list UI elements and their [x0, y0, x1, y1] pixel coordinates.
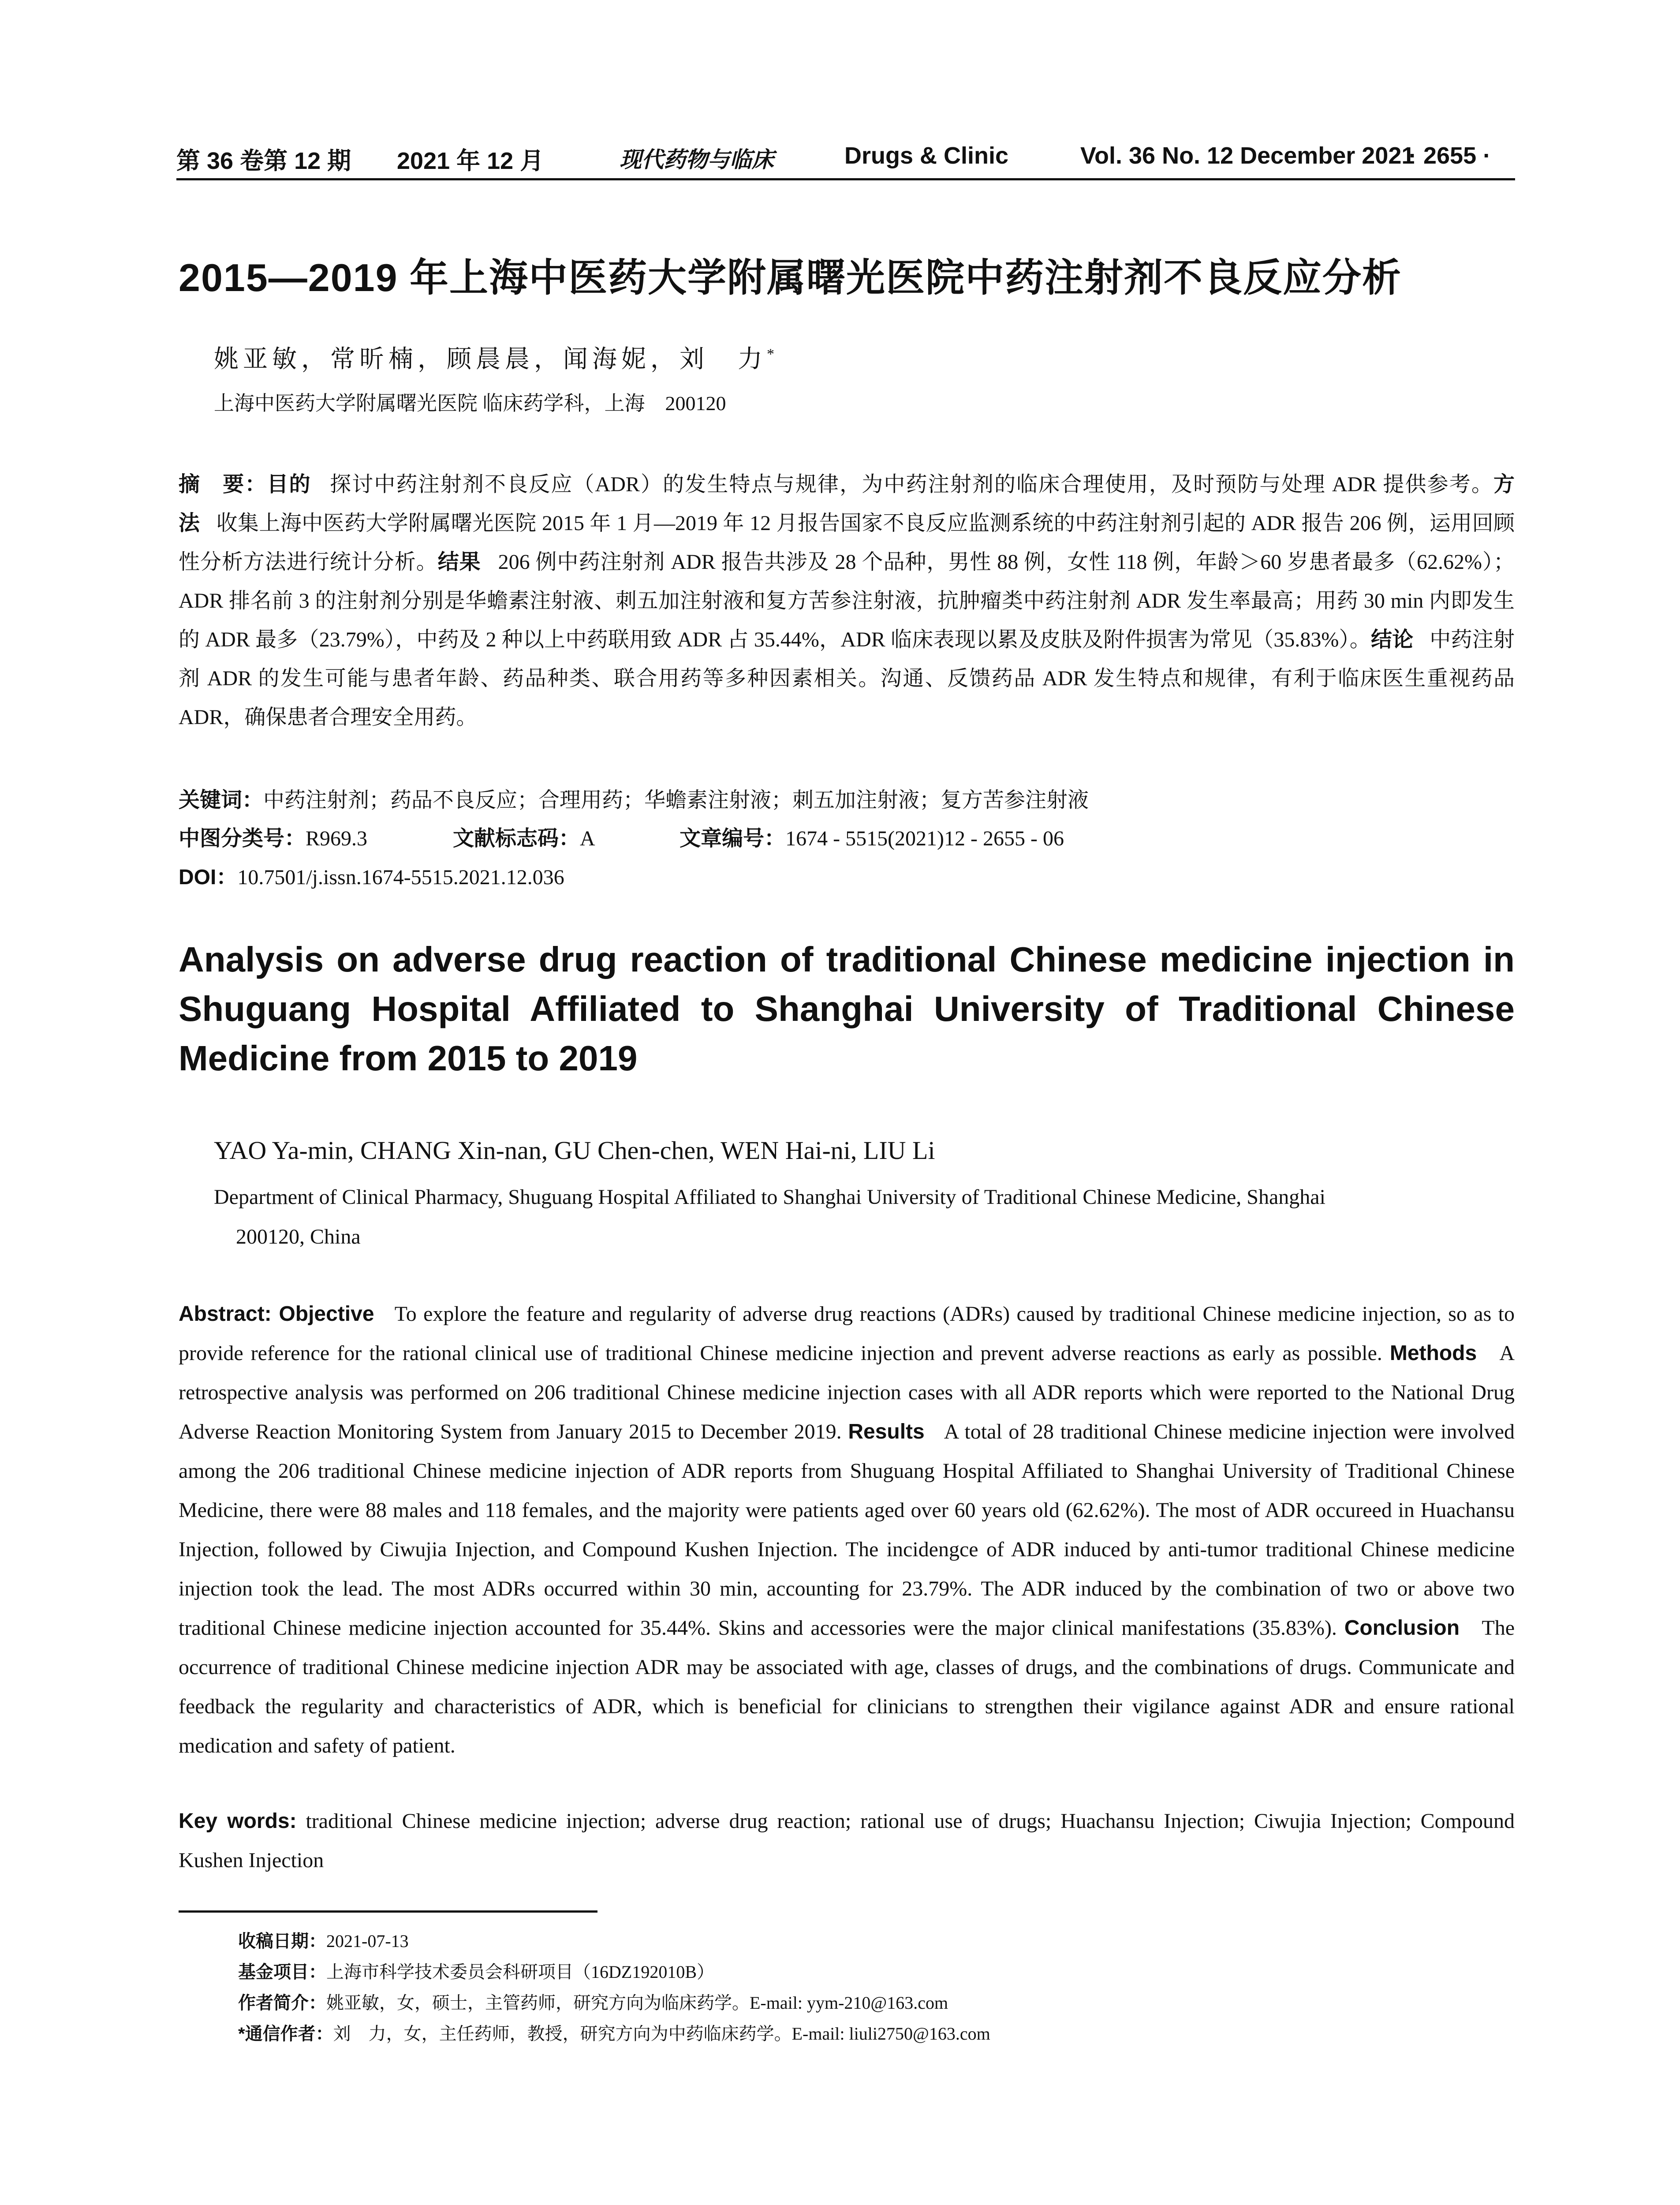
fund-label: 基金项目： [238, 1962, 326, 1982]
authors-cn-names: 姚亚敏，常昕楠，顾晨晨，闻海妮，刘 力 [214, 346, 767, 373]
objective-cn-label: 目的 [267, 473, 311, 496]
running-header [176, 142, 1515, 177]
results-cn-label: 结果 [437, 550, 481, 574]
conclusion-en-label: Conclusion [1344, 1616, 1460, 1640]
header-volume-en: Vol. 36 No. 12 December 2021 [1080, 142, 1415, 169]
keywords-en-label: Key words: [179, 1809, 297, 1833]
header-rule [176, 178, 1515, 180]
clc-value: R969.3 [306, 827, 368, 850]
fund-value: 上海市科学技术委员会科研项目（16DZ192010B） [326, 1962, 714, 1982]
footnote-received [238, 1927, 409, 1952]
title-en: Analysis on adverse drug reaction of traditional Chinese medicine injection in Shuguang Hospital Affiliated to Shanghai University of Traditional Chinese Medicine from 2015 to 2019 [179, 940, 1515, 1078]
keywords-en-text: traditional Chinese medicine injection; adverse drug reaction; rational use of drugs; Huachansu Injection; Ciwujia Injection; Compound Kushen Injection [179, 1809, 1515, 1872]
affiliation-cn: 上海中医药大学附属曙光医院 临床药学科，上海 200120 [214, 392, 726, 415]
classification-line [179, 821, 1064, 852]
clc-label: 中图分类号： [179, 827, 306, 850]
conclusion-cn-label: 结论 [1371, 628, 1414, 651]
keywords-cn-label: 关键词： [179, 789, 264, 812]
authors-en: YAO Ya-min, CHANG Xin-nan, GU Chen-chen, WEN Hai-ni, LIU Li [214, 1136, 935, 1165]
footnote-author [238, 1989, 948, 2014]
methods-en-label: Methods [1389, 1342, 1477, 1365]
footnote-fund [238, 1958, 714, 1983]
corresponding-label: *通信作者： [238, 2024, 333, 2044]
abstract-cn [179, 465, 1515, 737]
article-number-value: 1674 - 5515(2021)12 - 2655 - 06 [785, 827, 1064, 850]
methods-en-text: A retrospective analysis was performed on 206 traditional Chinese medicine injection cases with all ADR reports which were reported to the National Drug Adverse Reaction Monitoring System from January 2015 to December 2019. [179, 1342, 1515, 1443]
affiliation-en [214, 1177, 1515, 1257]
objective-en-label: Objective [279, 1302, 374, 1326]
header-volume-cn: 第 36 卷第 12 期 [176, 148, 351, 174]
corresponding-mark: * [767, 346, 774, 363]
header-journal-en: Drugs & Clinic [844, 142, 1009, 169]
results-cn-text: 206 例中药注射剂 ADR 报告共涉及 28 个品种，男性 88 例，女性 118 例，年龄＞60 岁患者最多（62.62%）；ADR 排名前 3 的注射剂分别是华蟾素注射液、刺五加注射液和复方苦参注射液，抗肿瘤类中药注射剂 ADR 发生率最高；用药 30 min 内即发生的 ADR 最多（23.79%），中药及 2 种以上中药联用致 ADR 占 35.44%，ADR 临床表现以累及皮肤及附件损害为常见（35.83%）。 [179, 550, 1515, 651]
received-value: 2021-07-13 [326, 1931, 409, 1951]
header-page-number: · 2655 · [1409, 142, 1491, 169]
author-bio-label: 作者简介： [238, 1993, 326, 2013]
doi-label: DOI： [179, 866, 238, 889]
corresponding-value: 刘 力，女，主任药师，教授，研究方向为中药临床药学。E-mail: liuli2750@163.com [333, 2024, 990, 2044]
objective-en-text: To explore the feature and regularity of adverse drug reactions (ADRs) caused by traditional Chinese medicine injection, so as to provide reference for the rational clinical use of traditional Chinese medicine injection and prevent adverse reactions as early as possible. [179, 1302, 1515, 1365]
results-en-label: Results [848, 1420, 925, 1443]
methods-cn-label: 方法 [179, 473, 1515, 535]
doccode-label: 文献标志码： [453, 827, 580, 850]
keywords-cn-text: 中药注射剂；药品不良反应；合理用药；华蟾素注射液；刺五加注射液；复方苦参注射液 [263, 789, 1089, 812]
received-label: 收稿日期： [238, 1932, 326, 1951]
doi-line [179, 860, 564, 890]
title-cn: 2015—2019 年上海中医药大学附属曙光医院中药注射剂不良反应分析 [179, 256, 1402, 299]
doi-value: 10.7501/j.issn.1674-5515.2021.12.036 [237, 866, 564, 889]
objective-cn-text: 探讨中药注射剂不良反应（ADR）的发生特点与规律，为中药注射剂的临床合理使用，及时预防与处理 ADR 提供参考。 [330, 473, 1493, 496]
affiliation-en-line1: Department of Clinical Pharmacy, Shuguang Hospital Affiliated to Shanghai University of Traditional Chinese Medicine, Shanghai [214, 1185, 1325, 1209]
methods-cn-text: 收集上海中医药大学附属曙光医院 2015 年 1 月—2019 年 12 月报告国家不良反应监测系统的中药注射剂引起的 ADR 报告 206 例，运用回顾性分析方法进行统计分析。 [179, 512, 1515, 574]
header-date-cn: 2021 年 12 月 [397, 148, 544, 174]
abstract-cn-label: 摘 要： [179, 473, 267, 496]
abstract-en-label: Abstract: [179, 1302, 279, 1326]
doccode-value: A [580, 827, 594, 850]
author-bio-value: 姚亚敏，女，硕士，主管药师，研究方向为临床药学。E-mail: yym-210@163.com [326, 1993, 948, 2013]
results-en-text: A total of 28 traditional Chinese medicine injection were involved among the 206 traditional Chinese medicine injection of ADR reports from Shuguang Hospital Affiliated to Shanghai University of Traditional Chinese Medicine, there were 88 males and 118 females, and the majority were patients aged over 60 years old (62.62%). The most of ADR occureed in Huachansu Injection, followed by Ciwujia Injection, and Compound Kushen Injection. The incidengce of ADR induced by anti-tumor traditional Chinese medicine injection took the lead. The most ADRs occurred within 30 min, accounting for 23.79%. The ADR induced by the combination of two or above two traditional Chinese medicine injection accounted for 35.44%. Skins and accessories were the major clinical manifestations (35.83%). [179, 1420, 1515, 1640]
abstract-en [179, 1294, 1515, 1765]
footnote-rule [179, 1910, 597, 1913]
authors-cn [214, 340, 774, 375]
footnote-corresponding [238, 2020, 990, 2045]
article-number-label: 文章编号： [679, 827, 786, 850]
conclusion-en-text: The occurrence of traditional Chinese medicine injection ADR may be associated with age, classes of drugs, and the combinations of drugs. Communicate and feedback the regularity and characteristics of ADR, which is beneficial for clinicians to strengthen their vigilance against ADR and ensure rational medication and safety of patient. [179, 1616, 1515, 1757]
keywords-cn [179, 783, 1089, 813]
keywords-en [179, 1801, 1515, 1880]
affiliation-en-line2: 200120, China [236, 1225, 361, 1248]
conclusion-cn-text: 中药注射剂 ADR 的发生可能与患者年龄、药品种类、联合用药等多种因素相关。沟通、反馈药品 ADR 发生特点和规律，有利于临床医生重视药品 ADR，确保患者合理安全用药。 [179, 628, 1515, 729]
header-journal-cn: 现代药物与临床 [620, 146, 774, 172]
